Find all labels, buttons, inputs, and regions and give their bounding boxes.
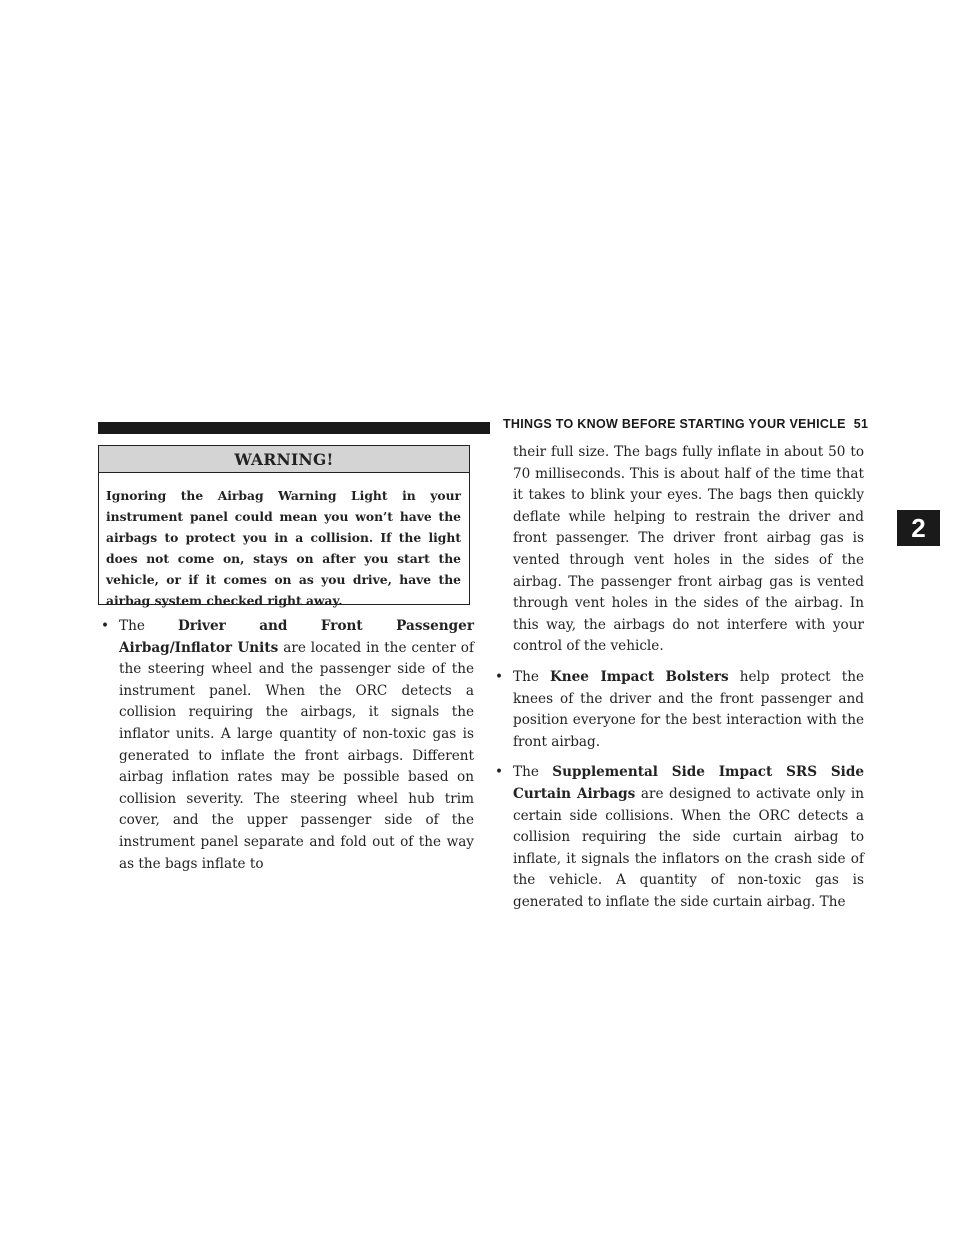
left-column [98,616,474,875]
term: Knee Impact Bolsters [549,668,729,685]
warning-body: Ignoring the Airbag Warning Light in your instrument panel could mean you won’t have the airbags to protect you in a collision. If the light does not come on, stays on after you start the vehicle, or if it comes on as you drive, have the airbag system checked right away. [106,488,461,608]
running-header [503,417,868,431]
warning-title: WARNING! [99,446,469,473]
term: Supplemental Side Impact SRS Side Curtain Airbags [513,764,864,802]
body-text: are designed to activate only in certain side collisions. When the ORC detects a collision requiring the side curtain airbag to inflate, it signals the inflators on the crash side of the vehicle. A quantity of non-toxic gas is generated to inflate the side curtain airbag. The [513,785,864,910]
bullet-icon: • [495,668,504,685]
list-item [492,667,864,753]
lead-text: The [119,618,178,634]
header-rule [98,422,490,434]
right-column [492,442,864,913]
lead-text: The [513,764,553,781]
bullet-icon: • [495,764,504,781]
bullet-icon: • [101,618,110,634]
lead-text: The [513,668,550,685]
page-number: 51 [853,417,869,431]
continued-paragraph: their full size. The bags fully inflate in about 50 to 70 milliseconds. This is about half of the time that it takes to blink your eyes. The bags then quickly deflate while helping to restrain the driver and front passenger. The driver front airbag gas is vented through vent holes in the sides of the airbag. The passenger front airbag gas is vented through vent holes in the sides of the airbag. In this way, the airbags do not interfere with your control of the vehicle. [513,444,864,655]
list-item [492,762,864,913]
term: Driver and Front Passenger Airbag/Inflator Units [119,618,474,656]
chapter-tab: 2 [897,510,940,546]
list-item [98,616,474,875]
body-text: help protect the knees of the driver and the front passenger and position everyone for the best interaction with the front airbag. [513,668,864,750]
body-text: are located in the center of the steering wheel and the passenger side of the instrument panel. When the ORC detects a collision requiring the airbags, it signals the inflator units. A large quantity of non-toxic gas is generated to inflate the front airbags. Different airbag inflation rates may be possible based on collision severity. The steering wheel hub trim cover, and the upper passenger side of the instrument panel separate and fold out of the way as the bags inflate to [119,639,474,872]
warning-box [98,445,470,608]
section-title: THINGS TO KNOW BEFORE STARTING YOUR VEHICLE [503,417,846,431]
